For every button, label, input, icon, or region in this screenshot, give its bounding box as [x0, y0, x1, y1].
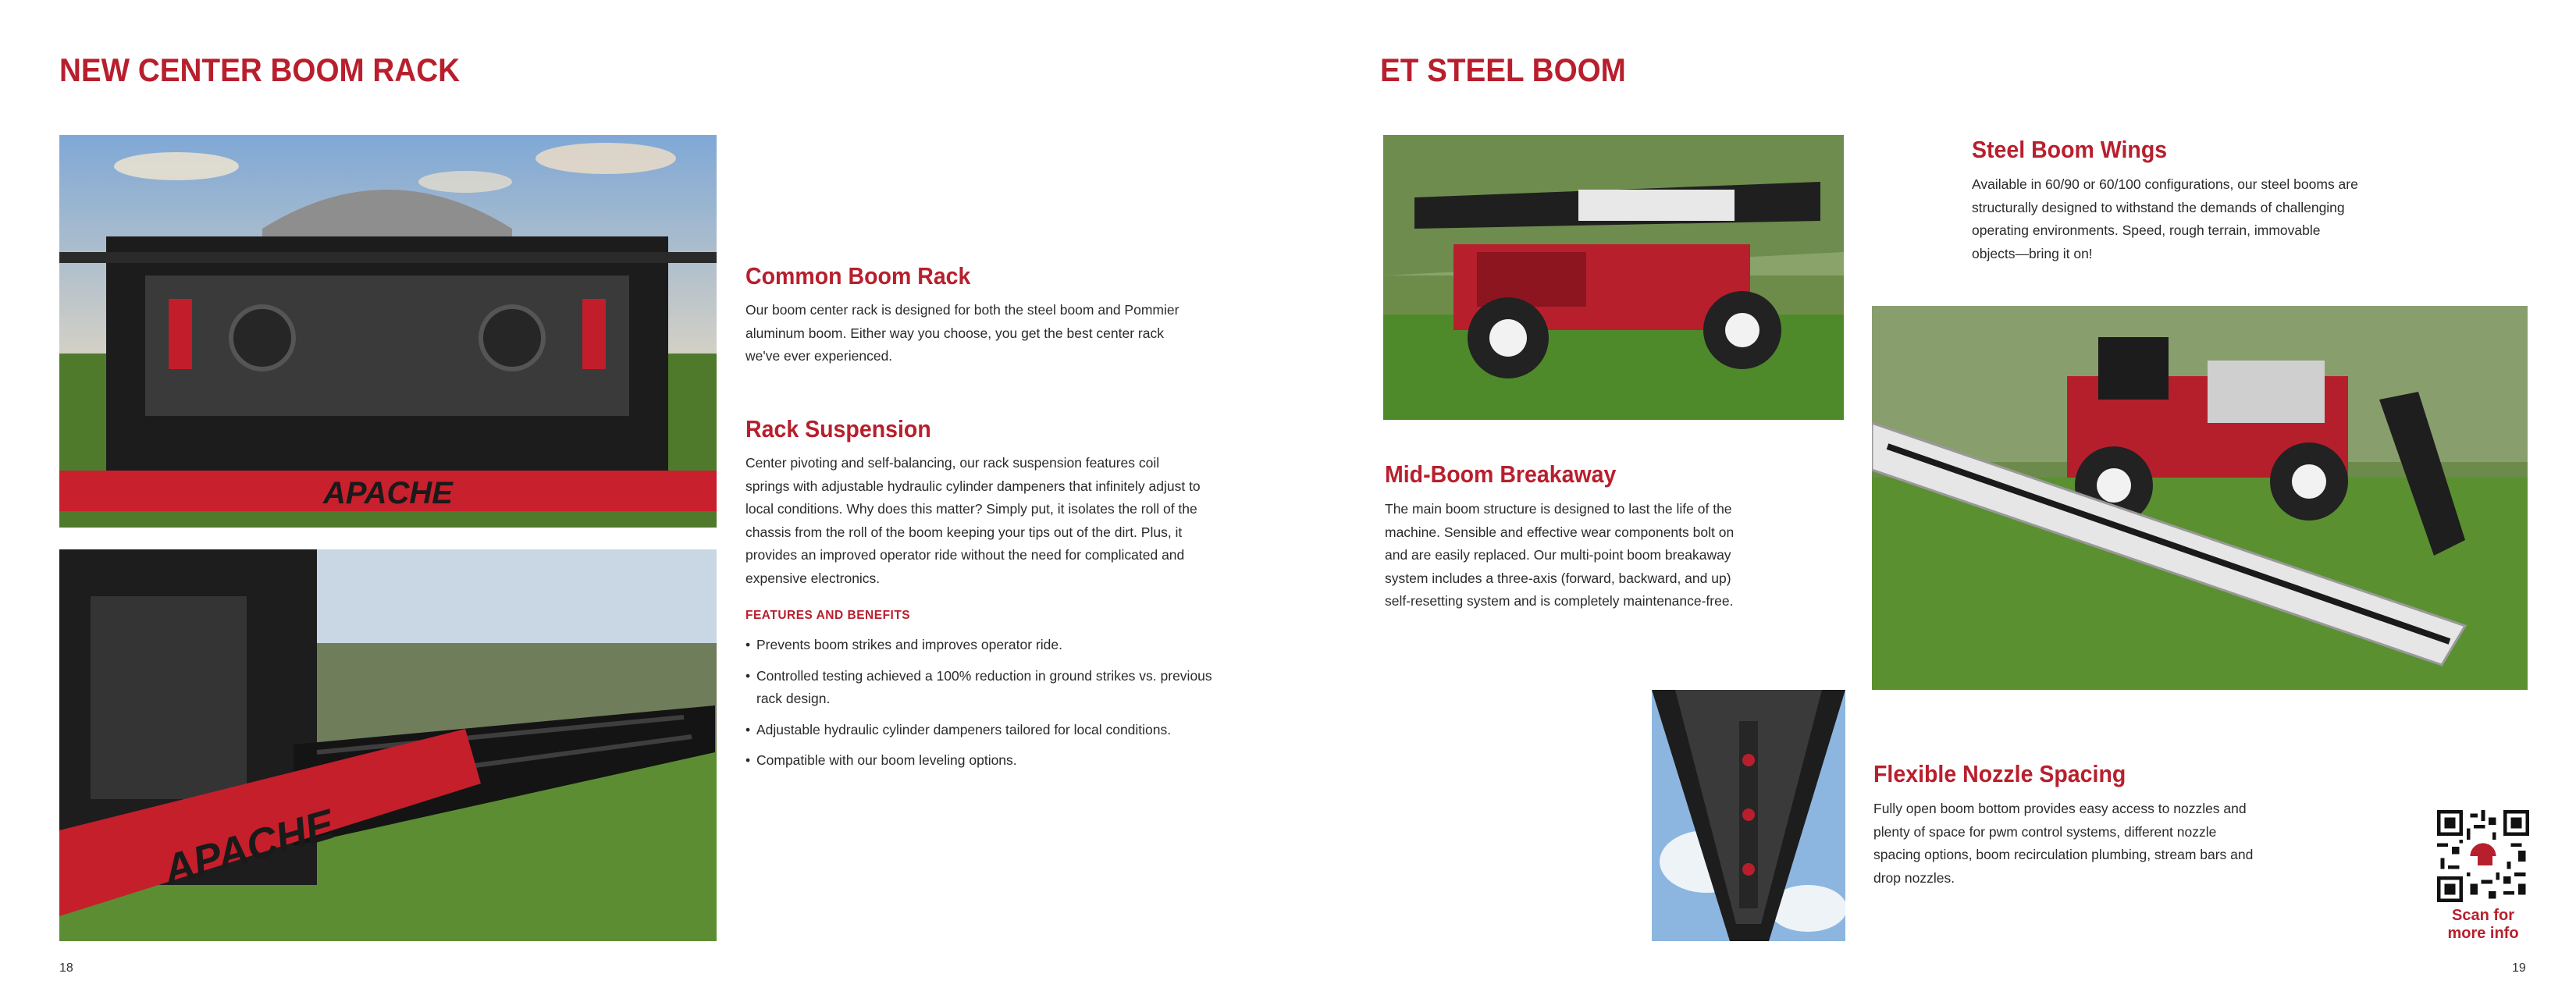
right-page-title: ET STEEL BOOM: [1380, 52, 1626, 88]
text-rack-suspension: Center pivoting and self-balancing, our rack suspension features coil springs with adjustable hydraulic cylinder dampeners that infinitely adjust to local conditions. Why does this matter? Simply put, it isolates the roll of the chassis from the roll of the boom keeping your tips out of the dirt. Plus, it provides an improved operator ride without the need for complicated and expensive electronics.: [745, 455, 1201, 586]
heading-steel-boom-wings: Steel Boom Wings: [1972, 136, 2168, 163]
qr-code-icon: [2437, 810, 2529, 902]
left-page-title: NEW CENTER BOOM RACK: [59, 52, 461, 88]
heading-mid-boom-breakaway: Mid-Boom Breakaway: [1385, 460, 1617, 488]
page-number-left: 18: [59, 961, 73, 975]
qr-code[interactable]: [2437, 810, 2529, 902]
feature-item: • Prevents boom strikes and improves operator ride.: [745, 634, 1214, 657]
heading-common-boom-rack: Common Boom Rack: [745, 262, 971, 290]
features-list: [745, 634, 1214, 780]
photo-boom-side-angle: [59, 549, 717, 941]
photo-boom-rack-rear: [59, 135, 717, 528]
text-common-boom-rack: Our boom center rack is designed for both the steel boom and Pommier aluminum boom. Either way you choose, you get the best center rack we've ever experienced.: [745, 302, 1179, 364]
qr-caption-line2: more info: [2447, 925, 2519, 942]
photo-brand-text-2: APACHE: [158, 801, 340, 894]
qr-caption: [2421, 907, 2545, 943]
photo-boom-underside: [1652, 690, 1845, 941]
feature-item: • Controlled testing achieved a 100% reduction in ground strikes vs. previous rack design.: [745, 665, 1214, 711]
qr-caption-line1: Scan for: [2451, 907, 2515, 924]
photo-sprayer-front: [1383, 135, 1844, 420]
feature-item: • Adjustable hydraulic cylinder dampeners tailored for local conditions.: [745, 719, 1214, 742]
text-mid-boom-breakaway: The main boom structure is designed to last the life of the machine. Sensible and effective wear components bolt on and are easily replaced. Our multi-point boom breakaway system includes a three-axis (forward, backward, and up) self-resetting system and is completely maintenance-free.: [1385, 501, 1735, 609]
text-steel-boom-wings: Available in 60/90 or 60/100 configurations, our steel booms are structurally designed to withstand the demands of challenging operating environments. Speed, rough terrain, immovable objects—bring it on!: [1972, 176, 2358, 261]
features-heading: FEATURES AND BENEFITS: [745, 609, 911, 622]
heading-rack-suspension: Rack Suspension: [745, 415, 931, 442]
photo-sprayer-boom-raised: [1872, 306, 2528, 690]
feature-item: • Compatible with our boom leveling options.: [745, 749, 1214, 773]
photo-brand-text: APACHE: [323, 476, 453, 510]
heading-flexible-nozzle-spacing: Flexible Nozzle Spacing: [1873, 760, 2126, 787]
text-flexible-nozzle-spacing: Fully open boom bottom provides easy access to nozzles and plenty of space for pwm control systems, different nozzle spacing options, boom recirculation plumbing, stream bars and drop nozzles.: [1873, 801, 2254, 886]
page-number-right: 19: [2512, 961, 2526, 975]
